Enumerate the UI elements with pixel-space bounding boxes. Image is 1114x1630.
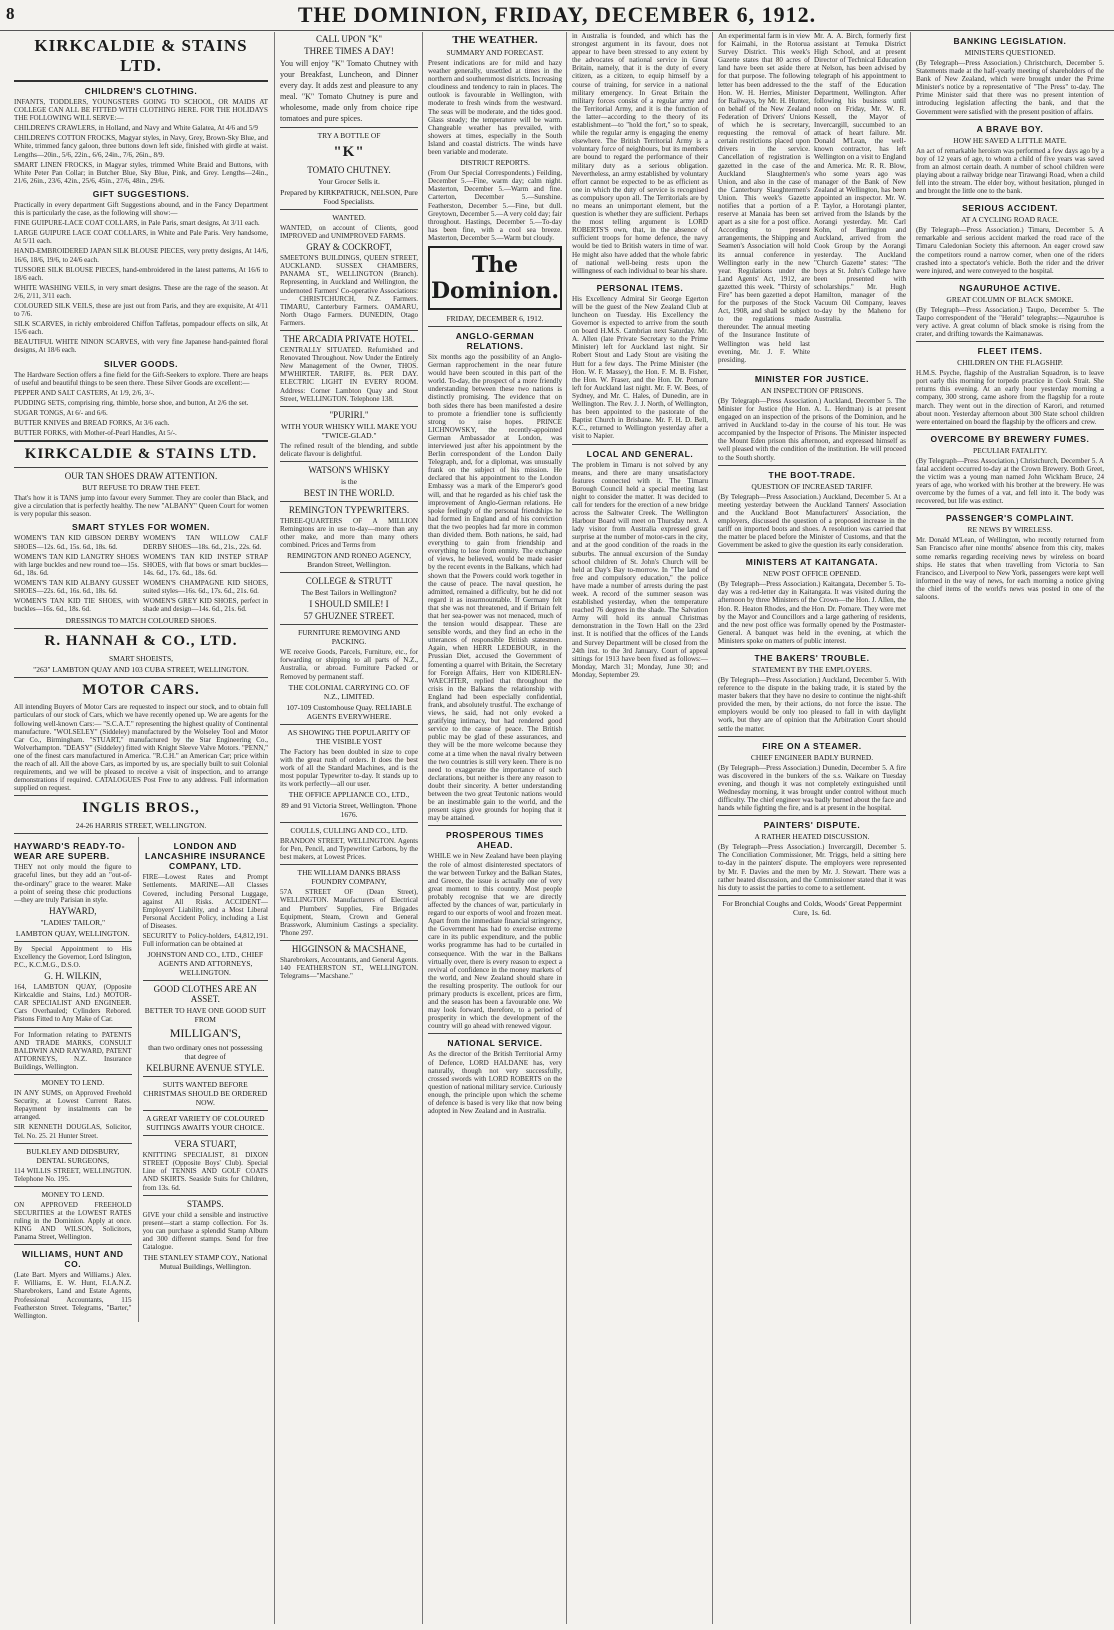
divider bbox=[280, 624, 418, 625]
stamps-body: GIVE your child a sensible and instructive present—start a stamp collection. For 3s. you can purchase a splendid Stamp Album and 300 different stamps. Send for free Catalogue. bbox=[142, 1210, 268, 1252]
boot-title: THE BOOT-TRADE. bbox=[768, 469, 856, 480]
weather-sub: SUMMARY AND FORECAST. bbox=[446, 48, 544, 57]
yost-heading: AS SHOWING THE POPULARITY OF THE VISIBLE YOST bbox=[287, 727, 411, 746]
divider bbox=[916, 508, 1104, 509]
yost-body: The Factory has been doubled in size to cope with the great rush of orders. It does the best work of all the Standard Machines, and is the most popular Typewriter to-day. It stands up to its work perfectly—all our user. bbox=[280, 747, 418, 788]
boot-sub: QUESTION OF INCREASED TARIFF. bbox=[751, 481, 873, 491]
weather-body: Present indications are for mild and hazy weather generally, unsettled at times in the northern and southernmost districts. Increasing cloudiness and tendency to rain in places. The outlook is favourable in Wellington, with moderate to fresh winds from the westward. The seas will be moderate, and the tides good. Glass steady; the temperature will be warm. Changeable weather has prevailed, with showers at times, especially in the South Island and coastal districts. The winds have been variable and moderate. bbox=[428, 59, 562, 157]
divider bbox=[14, 628, 268, 629]
hayward-name: HAYWARD, bbox=[49, 905, 97, 916]
kaitangata-body: (By Telegraph—Press Association.) Kaitangata, December 5. To-day was a red-letter day in Kaitangata. It was visited during the afternoon by three Ministers of the Crown—the Hon. J. Allen, the Hon. R. Heaton Rhodes, and the Hon. Dr. Pomare. They were met by the Mayor and Councillors and a large gathering of residents, and the new post office was formally opened by the Postmaster-General. A banquet was held in the evening, at which the Ministers spoke on matters of public interest. bbox=[718, 580, 906, 645]
national-title: NATIONAL SERVICE. bbox=[447, 1038, 543, 1049]
kaitangata-title: MINISTERS AT KAITANGATA. bbox=[745, 557, 879, 568]
wilkin-body: 164, LAMBTON QUAY, (Opposite Kirkcaldie and Stains, Ltd.) MOTOR-CAR SPECIALIST AND ENGINEER. Cars Overhauled; Cylinders Rebored. Pistons Fitted to Any Make of Car. bbox=[14, 983, 132, 1024]
divider bbox=[14, 80, 268, 82]
smart-styles-heading: SMART STYLES FOR WOMEN. bbox=[72, 522, 210, 533]
money2-heading: MONEY TO LEND. bbox=[41, 1189, 105, 1199]
local-body: The problem in Timaru is not solved by any means, and there are many unsatisfactory features connected with it. The Timaru Borough Council held a special meeting last night to consider the matter. It was decided to call for tenders for the erection of a new bridge across the Saltwater Creek. The Wellington Harbour Board will meet on Thursday next. A lady visitor from Australia expressed great surprise at the number of motor-cars in the city, and at the good condition of the roads in the suburbs. The annual excursion of the Sunday school children of St. John's Church will be held at Day's Bay to-morrow. In "The land of free and compulsory education," the police have made a number of arrests during the past week. A record of the summer season was established yesterday, when the temperature reached 76 degrees in the shade. The Salvation Army will hold its annual Christmas demonstration in the Town Hall on the 23rd inst. It is notified that the offices of the Lands and Survey Department will be closed from the 24th inst. to the 3rd January. Court of appeal sittings for 1913 have been fixed as follows:—Monday, March 31; Monday, June 30; and Monday, September 29. bbox=[572, 460, 708, 679]
col5-body-2: Mr. A. A. Birch, formerly first assistant at Temuka District High School, and at present Director of Technical Education at Nelson, has been advised by telegraph of his appointment to the staff of the Education Department, Wellington. After following his business until noon on Friday, Mr. W. R. Kessell, the Mayor of Invercargill, succumbed to an attack of heart failure. Mr. Donald M'Lean, the well-known contractor, has left Wellington on a visit to England and America. Mr. R. R. Blow, who some years ago was manager of the Bank of New Zealand at Wellington, has been appointed an inspector. Mr. W. P. Taylor, a Horotangi planter, arrived from the Islands by the Aorangi yesterday. Mr. Carl Kohn, of Barrington and Auckland, arrived from the Cook Group by the Aorangi yesterday. The Auckland "Church Gazette" states: "The boys at St. John's College have been presented with scholarships." Mr. Hugh Hamilton, manager of the Vacuum Oil Company, leaves to-day by the Maheno for Australia. bbox=[814, 32, 906, 324]
coulls-body: BRANDON STREET, WELLINGTON. Agents for Pen, Pencil, and Typewriter Carbons, by the best makers, at Lowest Prices. bbox=[280, 837, 418, 862]
banking-sub: MINISTERS QUESTIONED. bbox=[964, 48, 1056, 57]
divider bbox=[14, 1244, 132, 1245]
shoe-item: WOMEN'S GREY KID SHOES, perfect in shade and design—14s. 6d., 21s. 6d. bbox=[143, 597, 268, 614]
divider bbox=[14, 795, 268, 796]
college-smiles: I SHOULD SMILE! I bbox=[309, 599, 389, 610]
brewery-sub: PECULIAR FATALITY. bbox=[972, 445, 1048, 455]
hannah-sub: SMART SHOEISTS, bbox=[108, 654, 173, 664]
district-body: (From Our Special Correspondents.) Feilding, December 5.—Fine, warm day; calm night. Masterton, December 5.—Warm and fine. Carterton, December 5.—Sunshine. Featherston, December 5.—Fine, but dull. Greytown, December 5.—A very cold day; fair throughout. Hastings, December 5.—To-day has been fine, with a cool sea breeze. Masterton, December 5.—Warm but cloudy. bbox=[428, 169, 562, 242]
puriri-body: WITH YOUR WHISKY WILL MAKE YOU "TWICE-GLAD." bbox=[281, 421, 417, 440]
motor-cars-title: MOTOR CARS. bbox=[82, 682, 200, 699]
shoe-item: WOMEN'S TAN KID GIBSON DERBY SHOES—12s. 6d., 15s. 6d., 18s. 6d. bbox=[14, 534, 139, 551]
bakers-body: (By Telegraph—Press Association.) Auckland, December 5. With reference to the dispute in the baking trade, it is stated by the master bakers that they have no desire to continue the night-shift provided the men, by their actions, do not force the issue. The employers would be only too pleased to fall in with daylight work, but they are of opinion that the Arbitration Court should settle the matter. bbox=[718, 676, 906, 733]
justice-sub: AN INSPECTION OF PRISONS. bbox=[760, 385, 864, 395]
k-body: You will enjoy "K" Tomato Chutney with your Breakfast, Luncheon, and Dinner every day. It adds zest and pleasure to any meal. "K" Tomato Chutney is pure and wholesome, made only from choice ripe tomatoes and pure spices. bbox=[280, 59, 418, 123]
anglo-title: ANGLO-GERMAN RELATIONS. bbox=[455, 330, 535, 351]
divider bbox=[14, 1027, 132, 1028]
ad-item: WHITE WASHING VEILS, in very smart designs. These are the rage of the season. At 2/6, 2/11, 3/11 each. bbox=[14, 283, 268, 300]
divider bbox=[916, 429, 1104, 430]
arcadia-body: CENTRALLY SITUATED. Refurnished and Renovated Throughout. Now Under the Entirely New Management of the Owner, THOS. M'WHIRTER. TARIFF, 8s. PER DAY. ELECTRIC LIGHT IN EVERY ROOM. Address: Corner Lambton Quay and Stout Street, WELLINGTON. Telephone 138. bbox=[280, 346, 418, 403]
colonial-title: THE COLONIAL CARRYING CO. OF N.Z., LIMITED. bbox=[288, 682, 410, 701]
wilkin-name: G. H. WILKIN, bbox=[44, 971, 102, 982]
money-heading: MONEY TO LEND. bbox=[41, 1078, 105, 1088]
district-heading: DISTRICT REPORTS. bbox=[460, 158, 530, 168]
college-sub: The Best Tailors in Wellington? bbox=[301, 588, 397, 598]
divider bbox=[718, 736, 906, 737]
ngauruhoe-sub: GREAT COLUMN OF BLACK SMOKE. bbox=[946, 294, 1074, 304]
money-body: IN ANY SUMS, on Approved Freehold Security, at Lowest Current Rates. Repayment by instalments can be arranged. bbox=[14, 1089, 132, 1122]
prosperous-body: WHILE we in New Zealand have been playing the role of almost disinterested spectators of the war between Turkey and the Balkan States, and Greece, the issue is actually one of very great moment to this country. Most people probably recognise that we are directly affected by the chances of war, particularly in regard to our exports of wool and frozen meat. Apart from the immediate financial stringency, the Government has had to exercise extreme care in its public expenditure, and the public works programme has had to be curtailed in consequence. With the war in the Balkans virtually over, there is every reason to expect a revival of confidence in the money markets of the world, and New Zealand should share in the resulting prosperity. The outlook for our primary products is excellent, prices are firm, and the season has been a favourable one. We may look forward, therefore, to a period of prosperity in which the development of the country will go ahead with renewed vigour. bbox=[428, 852, 562, 1031]
ad-item: SILK SCARVES, in richly embroidered Chiffon Taffetas, pompadour effects on silk, At 15/6 each. bbox=[14, 320, 268, 337]
column-rule bbox=[566, 32, 567, 1624]
personal-title: PERSONAL ITEMS. bbox=[596, 282, 684, 293]
appointment: By Special Appointment to His Excellency the Governor, Lord Islington, P.C., K.C.M.G., D.S.O. bbox=[14, 944, 132, 969]
johnston: JOHNSTON AND CO., LTD., CHIEF AGENTS AND ATTORNEYS, WELLINGTON. bbox=[147, 950, 263, 978]
k-call: CALL UPON "K" bbox=[315, 34, 382, 44]
puriri-small: The refined result of the blending, and subtle delicate flavour is delightful. bbox=[280, 441, 418, 458]
divider bbox=[718, 815, 906, 816]
clothes-title: GOOD CLOTHES ARE AN ASSET. bbox=[153, 984, 257, 1005]
divider bbox=[14, 941, 132, 942]
kaitangata-sub: NEW POST OFFICE OPENED. bbox=[762, 569, 862, 579]
gift-heading: GIFT SUGGESTIONS. bbox=[92, 188, 190, 199]
divider bbox=[143, 1195, 268, 1196]
shoe-list-left bbox=[14, 534, 139, 615]
divider bbox=[916, 278, 1104, 279]
kelburne: KELBURNE AVENUE STYLE. bbox=[146, 1063, 265, 1074]
column-5-news bbox=[714, 32, 910, 1624]
ad-item: LARGE GUIPURE LACE COAT COLLARS, in White and Pale Paris. Very handsome, At 5/11 each. bbox=[14, 229, 268, 246]
column-rule bbox=[422, 32, 423, 1624]
col1-lower bbox=[14, 837, 268, 1321]
bulkley-address: 114 WILLIS STREET, WELLINGTON. Telephone No. 195. bbox=[14, 1166, 132, 1183]
divider bbox=[916, 198, 1104, 199]
watson-is: is the bbox=[340, 476, 358, 486]
college-title: COLLEGE & STRUTT bbox=[305, 576, 393, 587]
hayward-address: LAMBTON QUAY, WELLINGTON. bbox=[15, 928, 130, 938]
variety: A GREAT VARIETY OF COLOURED SUITINGS AWAITS YOUR CHOICE. bbox=[146, 1114, 265, 1133]
col5-top bbox=[718, 32, 906, 366]
douglas: SIR KENNETH DOUGLAS, Solicitor, Tel. No. 25. 21 Hunter Street. bbox=[14, 1123, 132, 1140]
divider bbox=[14, 1143, 132, 1144]
vera-title: VERA STUART, bbox=[174, 1139, 237, 1150]
local-title: LOCAL AND GENERAL. bbox=[586, 448, 694, 459]
hayward-body: THEY not only mould the figure to graceful lines, but they add an "out-of-the-ordinary" grace to the wearer. Make a point of seeing these chic productions—they are truly Parisian in style. bbox=[14, 863, 132, 904]
colonial-body: 107-109 Customhouse Quay. RELIABLE AGENTS EVERYWHERE. bbox=[286, 702, 412, 721]
column-1-advertisements bbox=[10, 32, 272, 1624]
divider bbox=[280, 461, 418, 462]
divider bbox=[280, 127, 418, 128]
divider bbox=[718, 648, 906, 649]
higginson-title: HIGGINSON & MACSHANE, bbox=[291, 943, 407, 954]
page-title: THE DOMINION, FRIDAY, DECEMBER 6, 1912. bbox=[297, 2, 817, 27]
personal-body: His Excellency Admiral Sir George Egerton will be the guest of the New Zealand Club at luncheon on Tuesday. His Excellency the Governor is expected to arrive from the south on board H.M.S. Cambrian next Saturday. Mr. A. Allen (late Private Secretary to the Prime Minister) left for Auckland last night. Sir Robert Stout and Lady Stout are visiting the Hutt for a few days. The Prime Minister (the Hon. W. F. Massey), the Hon. F. M. B. Fisher, the Hon. W. Fraser, and the Hon. Dr. Pomare left for Auckland last night. Mr. F. W. Bees, of Sydney, and Mr. C. Hales, of Dunedin, are in Wellington. The Rev. J. J. North, of Wellington, has been appointed to the pastorate of the Baptist Church in Brisbane. Mr. F. H. D. Bell, K.C., returned to Wellington yesterday after a visit to Napier. bbox=[572, 294, 708, 441]
ad-item: SMART LINEN FROCKS, in Magyar styles, trimmed White Braid and Buttons, with White Peter Pan Collar; in Butcher Blue, Sky Blue, Pink, and Grey. Lengths—24in., 21/6, 26in., 23/6, 42in., 25/6, 45in., 27/6, 48in., 29/6. bbox=[14, 160, 268, 185]
column-4-news bbox=[568, 32, 712, 1624]
wanted-heading: WANTED. bbox=[332, 213, 366, 222]
divider bbox=[718, 895, 906, 896]
masthead bbox=[0, 0, 1114, 31]
vera-body: KNITTING SPECIALIST, 81 DIXON STREET (Opposite Boys' Club). Special Line of TENNIS AND GOLF COATS AND SKIRTS. Seaside Suits for Children, from 13s. 6d. bbox=[142, 1151, 268, 1192]
fire-title: FIRE ON A STEAMER. bbox=[762, 740, 862, 751]
inglis-title: INGLIS BROS., bbox=[82, 800, 200, 817]
danks-title: THE WILLIAM DANKS BRASS FOUNDRY COMPANY, bbox=[297, 868, 401, 887]
divider bbox=[280, 724, 418, 725]
ad-item: CHILDREN'S COTTON FROCKS, Magyar styles, in Navy, Grey, Brown-Sky Blue, and White, trimmed fancy galoon, three buttons down left side, finished with girdle at waist. Lengths—20in., 5/6, 22in., 6/6, 24in., 7/6, 26in., 8/9. bbox=[14, 134, 268, 159]
divider bbox=[143, 1076, 268, 1077]
service-body: in Australia is founded, and which has the strongest argument in its favour, does not appear to have been stressed to any extent by the advocates of national service in Great Britain, namely, that it is the duty of every citizen, as a citizen, to equip himself by a course of training, for service in a national military emergency. In Great Britain the military forces consist of a regular army and the Territorial Army, and it is the function of the latter—according to the theory of its establishment—to "hold the fort," so to speak, while the regular army is engaging the enemy elsewhere. The British Territorial Army is a voluntary force of neighbours, but its members are bound to regard the performance of their military duty as a serious obligation. Nevertheless, an army established by voluntary effort cannot be expected to be as efficient as one in which the duty of service is recognised as compulsory upon all. The Territorials are by no means an unimportant element, but the question is whether they are sufficient. Perhaps the most telling argument is LORD ROBERTS'S own, that, in the absence of sufficient troops for home defence, the navy would be tied to British waters in time of war. He might also have added that the whole fabric of national well-being rests upon the willingness of each individual to bear his share. bbox=[572, 32, 708, 275]
bakers-title: THE BAKERS' TROUBLE. bbox=[754, 653, 870, 663]
serious-sub: AT A CYCLING ROAD RACE. bbox=[961, 215, 1059, 225]
k-grocer: Your Grocer Sells it. bbox=[318, 177, 380, 186]
furniture-title: FURNITURE REMOVING AND PACKING. bbox=[297, 628, 401, 647]
boot-body: (By Telegraph—Press Association.) Auckland, December 5. At a meeting yesterday between the Auckland Tanners' Association and the Auckland Boot Manufacturers' Association, the employers, discussed the question of a proposed increase in the tariff on imported boots and shoes. A resolution was carried that the matter be placed before the Minister of Customs, and that the Government be asked to give the question its early consideration. bbox=[718, 492, 906, 550]
column-rule bbox=[712, 32, 713, 1624]
divider bbox=[280, 864, 418, 865]
col5-footer: For Bronchial Coughs and Colds, Woods' Great Peppermint Cure, 1s. 6d. bbox=[722, 898, 902, 917]
office-body: 89 and 91 Victoria Street, Wellington. 'Phone 1676. bbox=[281, 801, 417, 820]
hayward-tag: "LADIES' TAILOR," bbox=[40, 917, 106, 927]
divider bbox=[14, 1074, 132, 1075]
divider bbox=[428, 1033, 562, 1034]
gray-title: GRAY & COCKROFT, bbox=[306, 242, 392, 253]
painters-body: (By Telegraph—Press Association.) Invercargill, December 5. The Conciliation Commissioner, Mr. Triggs, held a sitting here to-day in the painters' dispute. The employers were represented by Mr. F. Davies and the men by Mr. J. Stewart. There was a rather heated discussion, and the Commissioner stated that it was his duty to assist the parties to come to a settlement. bbox=[718, 843, 906, 892]
shoe-item: WOMEN'S TAN KID TIE SHOES, with buckles—16s. 6d., 18s. 6d. bbox=[14, 597, 139, 614]
childrens-intro: INFANTS, TODDLERS, YOUNGSTERS GOING TO SCHOOL, OR MAIDS AT COLLEGE CAN ALL BE FITTED WITH CLOTHING HERE. FOR THE HOLIDAYS THE FOLLOWING WILL SERVE:— bbox=[14, 98, 268, 123]
divider bbox=[14, 677, 268, 678]
hannah-address: "263" LAMBTON QUAY AND 103 CUBA STREET, WELLINGTON. bbox=[33, 665, 249, 675]
childrens-heading: CHILDREN'S CLOTHING. bbox=[84, 86, 198, 96]
stamps-title: STAMPS. bbox=[187, 1198, 224, 1209]
divider bbox=[14, 833, 268, 834]
gift-intro: Practically in every department Gift Suggestions abound, and in the Fancy Department this is particularly the case, as the following will show:— bbox=[14, 200, 268, 218]
divider bbox=[428, 825, 562, 826]
passenger-sub: RE NEWS BY WIRELESS. bbox=[967, 525, 1053, 535]
col1-lower-left bbox=[14, 837, 132, 1321]
shoe-item: WOMEN'S TAN KID ALBANY GUSSET SHOES—22s. 6d., 16s. 6d., 18s. 6d. bbox=[14, 578, 139, 596]
brave-title: A BRAVE BOY. bbox=[976, 123, 1044, 134]
remington-title: REMINGTON TYPEWRITERS. bbox=[288, 504, 410, 515]
divider bbox=[280, 572, 418, 573]
silver-intro: The Hardware Section offers a fine field for the Gift-Seekers to explore. There are heaps of useful and beautiful things to be seen there. These Silver Goods are excellent:— bbox=[14, 370, 268, 387]
higginson-body: Sharebrokers, Accountants, and General Agents. 140 FEATHERSTON ST., WELLINGTON. Telegrams—"Macshane." bbox=[280, 955, 418, 981]
ad-item: COLOURED SILK VEILS, these are just out from Paris, and they are exquisite, At 4/11 to 7/6. bbox=[14, 301, 268, 319]
silver-heading: SILVER GOODS. bbox=[103, 358, 179, 369]
divider bbox=[280, 406, 418, 407]
watson-best: BEST IN THE WORLD. bbox=[303, 487, 395, 498]
divider bbox=[916, 119, 1104, 120]
divider bbox=[718, 465, 906, 466]
fire-sub: CHIEF ENGINEER BADLY BURNED. bbox=[750, 752, 874, 762]
coulls-title: COULLS, CULLING AND CO., LTD. bbox=[290, 826, 408, 836]
fleet-sub: CHILDREN ON THE FLAGSHIP. bbox=[957, 358, 1063, 368]
ad-item: TUSSORE SILK BLOUSE PIECES, hand-embroidered in the latest patterns, At 16/6 to 18/6 each. bbox=[14, 265, 268, 282]
brave-sub: HOW HE SAVED A LITTLE MATE. bbox=[953, 135, 1067, 145]
puriri-title: "PURIRI." bbox=[329, 409, 369, 420]
ad-item: HAND-EMBROIDERED JAPAN SILK BLOUSE PIECES, very pretty designs, At 14/6, 16/6, 18/6, 19/6, to 24/6 each. bbox=[14, 247, 268, 264]
shoe-list bbox=[14, 534, 268, 615]
divider bbox=[143, 1135, 268, 1136]
remington-agency: REMINGTON AND RONEO AGENCY, Brandon Street, Wellington. bbox=[287, 551, 411, 570]
divider bbox=[280, 940, 418, 941]
justice-body: (By Telegraph—Press Association.) Auckland, December 5. The Minister for Justice (the Hon. A. L. Herdman) is at present engaged on an inspection of the prisons of the Dominion, and he arrived in Auckland to-day in the course of his tour. He was accompanied by the Inspector of Prisons. The Minister inspected the Mount Eden prison this afternoon, and expressed himself as well pleased with the condition of the institution. He will proceed to the South shortly. bbox=[718, 396, 906, 462]
tan-shoes-sub: BUT REFUSE TO DRAW THE FEET. bbox=[82, 483, 200, 493]
painters-sub: A RATHER HEATED DISCUSSION. bbox=[754, 832, 870, 842]
divider bbox=[14, 1186, 132, 1187]
hannah-title: R. HANNAH & CO., LTD. bbox=[44, 633, 238, 650]
divider bbox=[280, 330, 418, 331]
passenger-title: PASSENGER'S COMPLAINT. bbox=[946, 513, 1074, 524]
bakers-sub: STATEMENT BY THE EMPLOYERS. bbox=[752, 665, 872, 674]
ngauruhoe-title: NGAURUHOE ACTIVE. bbox=[959, 282, 1061, 293]
banking-body: (By Telegraph—Press Association.) Christchurch, December 5. Statements made at the half-yearly meeting of shareholders of the Bank of New Zealand, which were brought under the Prime Minister's notice by a representative of "The Press" to-day. The Prime Minister said that there was no present intention of introducing legislation affecting the bank, and that the Government were satisfied with the present position of affairs. bbox=[916, 59, 1104, 116]
justice-title: MINISTER FOR JUSTICE. bbox=[754, 373, 870, 384]
painters-title: PAINTERS' DISPUTE. bbox=[763, 820, 861, 831]
column-rule bbox=[910, 32, 911, 1624]
ad-item: SUGAR TONGS, At 6/- and 6/6. bbox=[14, 408, 108, 417]
fleet-title: FLEET ITEMS. bbox=[977, 346, 1043, 357]
hayward-heading: HAYWARD'S READY-TO-WEAR ARE SUPERB. bbox=[14, 841, 126, 862]
serious-body: (By Telegraph—Press Association.) Timaru, December 5. A remarkable and serious accident marked the road race of the Timaru Caledonian Society this afternoon. An eager crowd saw the competitors round a narrow corner, when one of the riders crashed into a spectator's vehicle. Both the rider and the driver were injured, and were conveyed to the hospital. bbox=[916, 226, 1104, 275]
ad-item: CHILDREN'S CRAWLERS, in Holland, and Navy and White Galatea, At 4/6 and 5/9 bbox=[14, 124, 258, 133]
stamps-company: THE STANLEY STAMP COY., National Mutual Buildings, Wellington. bbox=[143, 1253, 268, 1272]
williams-body: (Late Bart. Myers and Williams.) Alex. F. Williams, E. W. Hunt, F.I.A.N.Z. Sharebrokers, Land and Estate Agents, Professional Accountants, 115 Featherston Street. Telegrams, "Barter," Wellington. bbox=[14, 1271, 132, 1320]
gray-body: SMEETON'S BUILDINGS, QUEEN STREET, AUCKLAND. SUSSEX CHAMBERS, PANAMA ST., WELLINGTON (Branch). Representing, in Auckland and Wellington, the undernoted Farmers' Co-operative Associations:— CHRISTCHURCH, N.Z. Farmers. TIMARU, Canterbury Farmers. OAMARU, North Otago Farmers. DUNEDIN, Otago Farmers. bbox=[280, 254, 418, 327]
ad-item: PUDDING SETS, comprising ring, thimble, horse shoe, and button, At 2/6 the set. bbox=[14, 398, 249, 407]
ad-item: BEAUTIFUL WHITE NINON SCARVES, with very fine Japanese hand-painted floral designs, At 18/6 each. bbox=[14, 338, 268, 355]
banking-title: BANKING LEGISLATION. bbox=[953, 36, 1067, 46]
tan-shoes-body: That's how it is TANS jump into favour every Summer. They are cooler than Black, and give a circulation that is perfectly healthy. The new "ALBANY" Queen Court for women is very popular this season. bbox=[14, 494, 268, 519]
remington-body: THREE-QUARTERS OF A MILLION Remingtons are in use to-day—more than any other make, and more than many others combined. Prices and Terms from bbox=[280, 516, 418, 550]
k-product: TOMATO CHUTNEY. bbox=[307, 165, 391, 175]
ad-item: BUTTER KNIVES and BREAD FORKS, At 3/6 each. bbox=[14, 419, 170, 427]
brewery-body: (By Telegraph—Press Association.) Christchurch, December 5. A fatal accident occurred to-day at the Crown Brewery. Both Greet, the victim was a young man named John Wickham Bruce, 24 years of age, who worked with his brother at the brewery. He was overcome by the fumes of a vat, and fell into it. The body was recovered, but life was extinct. bbox=[916, 456, 1104, 506]
williams-title: WILLIAMS, HUNT AND CO. bbox=[21, 1249, 124, 1270]
page-number: 8 bbox=[6, 4, 15, 23]
divider bbox=[718, 552, 906, 553]
divider bbox=[14, 467, 268, 468]
column-6-news bbox=[912, 32, 1108, 1624]
danks-body: 57A STREET OF (Dean Street), WELLINGTON. Manufacturers of Electrical and Plumbers' Supplies, Fire Brigades Equipment, Steam, Crown and General Brasswork, Aluminium Castings a speciality. 'Phone 297. bbox=[280, 888, 418, 937]
brewery-title: OVERCOME BY BREWERY FUMES. bbox=[930, 433, 1090, 444]
col5-body-1: An experimental farm is in view for Kaimahi, in the Rotorua Survey District. This week's Gazette states that 80 acres of land have been set aside there for that purpose. The following letter has been addressed to the Hon. W. H. Herries, Minister for Railways, by Mr. H. Hunter, on behalf of the New Zealand Federation of Drivers' Unions of which he is secretary, requesting the removal of certain restrictions placed upon drivers in the service. Cancellation of registration is gazetted in the case of the Auckland Slaughtermen's Union, and also in the case of the Canterbury Slaughtermen's Union. This week's Gazette notifies that a portion of a reserve at Manaia has been set apart as a site for a post office. According to present arrangements, the Shipping and Seamen's Association will hold its annual conference in Wellington early in the new year. Regulations under the Land Agents' Act, 1912, are gazetted this week. "Thirsty of Fire" has been gazetted a depot for the purposes of the Stock Act, 1908, and shall be subject to the regulations made thereunder. The annual meeting of the Insurance Institute of Wellington was held last evening, Mr. J. F. White presiding. bbox=[718, 32, 810, 364]
divider bbox=[14, 440, 268, 442]
suits: SUITS WANTED BEFORE CHRISTMAS SHOULD BE ORDERED NOW. bbox=[143, 1080, 268, 1108]
national-body: As the director of the British Territorial Army of Defence, LORD HALDANE has, very naturally, though not very successfully, crossed swords with LORD ROBERTS on the question of national military service. Curiously enough, the principle upon which the scheme of defence is based is very like that now being adopted in New Zealand and in Australia. bbox=[428, 1050, 562, 1116]
brave-body: An act of remarkable heroism was performed a few days ago by a boy of 12 years of age, to whom a child of five years was saved from an almost certain death. A number of school children were playing about a railway bridge near Tirawangi Road, when a child fell into the stream. The elder boy, without hesitation, plunged in and brought the little one to the bank. bbox=[916, 146, 1104, 196]
shoe-item: WOMEN'S TAN WILLOW CALF DERBY SHOES—18s. 6d., 21s., 22s. 6d. bbox=[143, 534, 268, 551]
divider bbox=[280, 501, 418, 502]
ngauruhoe-body: (By Telegraph—Press Association.) Taupo, December 5. The Taupo correspondent of the "Herald" telegraphs:—Ngauruhoe is very active. A great column of black smoke is rising from the crater, and drifting towards the Kaimanawas. bbox=[916, 305, 1104, 339]
column-rule bbox=[274, 32, 275, 1624]
shoe-item: WOMEN'S CHAMPAGNE KID SHOES, suited styles—16s. 6d., 17s. 6d., 21s. 6d. bbox=[143, 578, 268, 596]
milligan: MILLIGAN'S, bbox=[169, 1026, 241, 1041]
kirkcaldie-banner-2: KIRKCALDIE & STAINS LTD. bbox=[24, 446, 258, 463]
divider bbox=[280, 822, 418, 823]
divider bbox=[916, 341, 1104, 342]
k-try: TRY A BOTTLE OF bbox=[317, 131, 381, 140]
tan-shoes-heading: OUR TAN SHOES DRAW ATTENTION. bbox=[64, 471, 218, 482]
shoe-item: WOMEN'S TAN KID LANGTRY SHOES with large buckles and new round toe—15s. 6d., 18s. 6d. bbox=[14, 552, 139, 577]
divider bbox=[718, 369, 906, 370]
ad-item: BUTTER FORKS, with Mother-of-Pearl Handles, At 5/-. bbox=[14, 429, 177, 438]
dominion-date: FRIDAY, DECEMBER 6, 1912. bbox=[446, 313, 544, 323]
motor-cars-body: All intending Buyers of Motor Cars are requested to inspect our stock, and to obtain full particulars of our stock of Cars, which we have recently opened up. We are agents for the following well-known Cars:— "S.C.A.T." representing the highest quality of Continental manufacture. "WOLSELEY" (Siddeley) manufactured by the Wolseley Tool and Motor Car Co., Birmingham. "STUART," manufactured by the Star Engineering Co., Wolverhampton. "DEASY" (Siddeley) fitted with Knight Sleeve Valve Motors. "PENN," one of the finest cars manufactured in America. "R.C.H." an American Car; price within the reach of all. All the above Cars, as imported by us, are specially built to suit Colonial requirements, and we will be pleased to receive a visit of inspection, and to arrange demonstrations if required. CATALOGUES Post Free to any address. Full information supplied on request. bbox=[14, 703, 268, 793]
ad-item: FINE GUIPURE-LACE COAT COLLARS, in Pale Paris, smart designs, At 3/11 each. bbox=[14, 219, 260, 228]
inglis-address: 24-26 HARRIS STREET, WELLINGTON. bbox=[75, 821, 207, 831]
fleet-body: H.M.S. Psyche, flagship of the Australian Squadron, is to leave port early this morning for torpedo practice in Cook Strait. She returns this evening. At an early hour yesterday morning a company, 300 strong, came ashore from the flagship for a route march. They went out in the direction of Karori, and returned about noon. Yesterday afternoon about 300 State school children were entertained on board the flagship by the officers and crew. bbox=[916, 369, 1104, 426]
divider bbox=[143, 1110, 268, 1111]
prosperous-title: PROSPEROUS TIMES AHEAD. bbox=[446, 830, 544, 851]
london-title: LONDON AND LANCASHIRE INSURANCE COMPANY, LTD. bbox=[144, 841, 266, 872]
divider bbox=[572, 444, 708, 445]
college-address: 57 GHUZNEE STREET. bbox=[303, 611, 395, 622]
office-title: THE OFFICE APPLIANCE CO., LTD., bbox=[288, 790, 410, 800]
clothes-body: BETTER TO HAVE ONE GOOD SUIT FROM bbox=[144, 1006, 266, 1025]
weather-title: THE WEATHER. bbox=[452, 34, 538, 46]
k-prepared: Prepared by KIRKPATRICK, NELSON, Pure Food Specialists. bbox=[280, 188, 418, 206]
k-three: THREE TIMES A DAY! bbox=[304, 46, 394, 56]
divider bbox=[428, 326, 562, 327]
passenger-body: Mr. Donald M'Lean, of Wellington, who recently returned from San Francisco after nine months' absence from this city, makes some remarks regarding receiving news by wireless on board ships. He states that when travelling from Victoria to San Francisco, and Liverpool to New York, passengers were kept well informed in the way of news, for each morning a notice giving the chief items of the world's news was posted in one of the saloons. bbox=[916, 536, 1104, 602]
security: SECURITY to Policy-holders, £4,812,191. Full information can be obtained at bbox=[142, 932, 268, 949]
k-brand: "K" bbox=[333, 144, 365, 160]
dressings-line: DRESSINGS TO MATCH COLOURED SHOES. bbox=[65, 616, 217, 626]
shoe-item: WOMEN'S TAN KID INSTEP STRAP SHOES, with flat bows or smart buckles—14s. 6d., 17s. 6d., 18s. 6d. bbox=[143, 552, 268, 577]
divider bbox=[572, 278, 708, 279]
serious-title: SERIOUS ACCIDENT. bbox=[962, 203, 1058, 214]
anglo-body: Six months ago the possibility of an Anglo-German rapprochement in the near future would have been scouted in this part of the world. To-day, the prospect of a more friendly understanding between these two nations is distinctly promising. The evidence that on both sides there has been manifested a desire to promote a friendlier tone is sufficiently strong to raise hopes. PRINCE LICHNOWSKY, the recently-appointed German Ambassador at London, was interviewed just after his appointment by the Berlin correspondent of the London Daily Telegraph, and, for a diplomat, was unusually frank on the subject of his mission. He declared that his appointment to the London Embassy was a mark of the Emperor's good will, and that he regarded as his chief task the improvement of Anglo-German relations. He spoke feelingly of the personal friendships he had formed in England and of his conviction that the two peoples had far more in common than divided them. Both nations, he said, had everything to gain from friendship and everything to lose from enmity. The exchange of views, he believed, would be made easier by the recent events in the Balkans, which had shown that the Powers could work together in the cause of peace. The naval question, he admitted, remained a difficulty, but he did not regard it as insurmountable. If Germany felt that she was not threatened, and if Britain felt that her sea-power was not menaced, much of the tension would disappear. These are sensible words, and they find an echo in the utterances of responsible British statesmen. Again, when HERR LEDEBOUR, in the Prussian Diet, accused the Government of fomenting a quarrel with Britain, the Secretary for Foreign Affairs, Herr von KIDERLEN-WAECHTER, replied that throughout the crisis in the Balkans the relationship with England had been especially confidential, frank, and absolutely trustful. The exchange of views, he said, had not only evoked a gratifying intimacy, but had rendered good service to the cause of peace. The British public may be glad of these assurances, and they will be the more welcome because they come at a time when the naval rivalry between the two countries is still very keen. There is no need to exaggerate the importance of such declarations, but neither is there any reason to doubt their sincerity. A better understanding between the two great Teutonic nations would be an inestimable gain to the world, and the present signs give grounds for hoping that it may be attained. bbox=[428, 352, 562, 823]
bulkley-title: BULKLEY AND DIDSBURY, DENTAL SURGEONS, bbox=[26, 1146, 120, 1165]
shoe-list-right bbox=[143, 534, 268, 615]
divider bbox=[280, 209, 418, 210]
column-3-editorial bbox=[424, 32, 566, 1624]
london-body: FIRE—Lowest Rates and Prompt Settlements. MARINE—All Classes Covered, including Personal Luggage, against All Risks. ACCIDENT—Employers' Liability, and a Most Liberal Personal Accident Policy, including a List of Diseases. bbox=[142, 873, 268, 930]
milligan-body: than two ordinary ones not possessing that degree of bbox=[148, 1043, 263, 1062]
wanted-body: WANTED, on account of Clients, good IMPROVED and UNIMPROVED FARMS. bbox=[280, 224, 418, 241]
watson-title: WATSON'S WHISKY bbox=[308, 464, 390, 475]
arcadia-title: THE ARCADIA PRIVATE HOTEL. bbox=[283, 334, 415, 345]
column-2-advertisements bbox=[276, 32, 422, 1624]
kirkcaldie-banner: KIRKCALDIE & STAINS LTD. bbox=[34, 36, 248, 75]
ad-item: PEPPER AND SALT CASTERS, At 1/9, 2/6, 3/-. bbox=[14, 388, 155, 397]
fire-body: (By Telegraph—Press Association.) Dunedin, December 5. A fire was discovered in the bunkers of the s.s. Waikare on Tuesday evening, and though it was not completely extinguished until Wednesday morning, it was brought under control without much difficulty. The chief engineer was badly burned about the face and hands while fighting the fire, and is at present in the hospital. bbox=[718, 763, 906, 813]
dominion-logo: The Dominion. bbox=[428, 246, 562, 310]
patents-body: For Information relating to PATENTS AND TRADE MARKS, CONSULT BALDWIN AND RAYWARD, PATENT ATTORNEYS, N.Z. Insurance Buildings, Wellington. bbox=[14, 1030, 132, 1071]
money2-body: ON APPROVED FREEHOLD SECURITIES at the LOWEST RATES ruling in the Dominion. Apply at once. KING AND WILSON, Solicitors, Panama Street, Wellington. bbox=[14, 1200, 132, 1242]
divider bbox=[143, 980, 268, 981]
col1-lower-right bbox=[138, 837, 268, 1321]
furniture-body: WE receive Goods, Parcels, Furniture, etc., for forwarding or shipping to all parts of N.Z., Australia, or abroad. Furniture Packed or Removed by permanent staff. bbox=[280, 648, 418, 681]
